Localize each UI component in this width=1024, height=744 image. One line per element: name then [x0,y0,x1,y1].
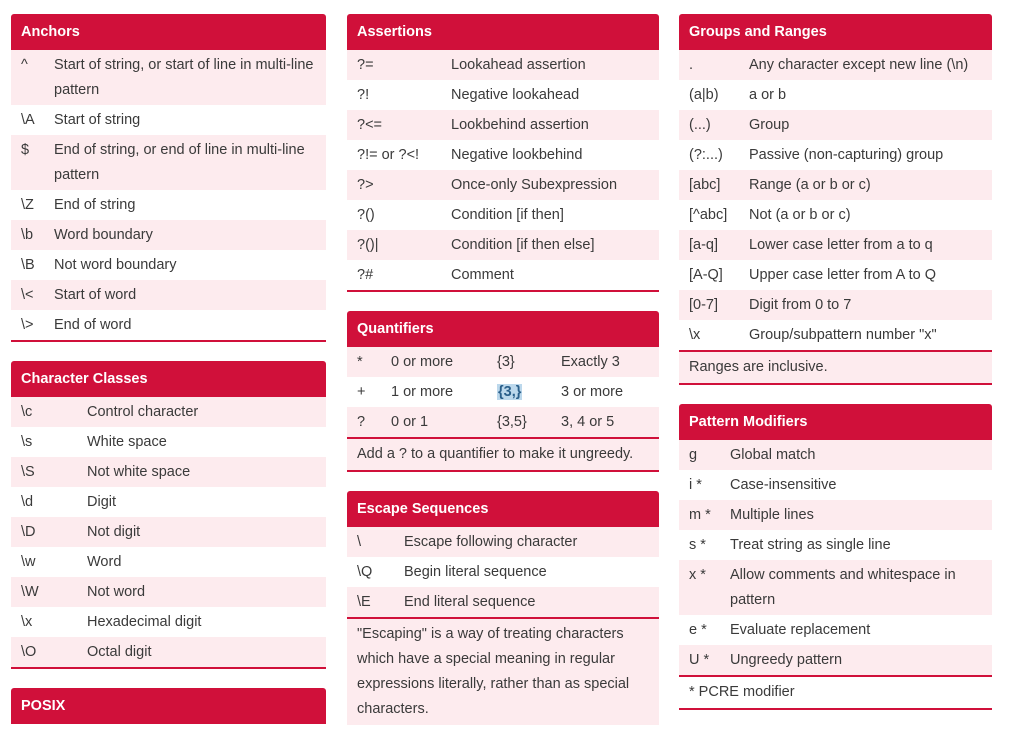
syntax-description: Control character [87,404,199,420]
anchor-row [11,310,326,340]
syntax-key: [0-7] [689,297,719,313]
syntax-key: \ [357,534,362,550]
syntax-key: \> [21,317,34,333]
character-class-row [11,487,326,517]
syntax-key: \b [21,227,34,243]
anchor-row [11,105,326,135]
posix-panel [11,688,326,724]
syntax-description: Lower case letter from a to q [749,237,933,253]
character-class-row [11,637,326,667]
assertion-row [347,200,659,230]
group-row [679,200,992,230]
syntax-key: \O [21,644,37,660]
syntax-key: m * [689,507,711,523]
column-2 [347,14,659,744]
syntax-key: \B [21,257,35,273]
group-row [679,320,992,350]
anchor-row [11,280,326,310]
syntax-key: ?! [357,87,370,103]
syntax-key: x * [689,567,706,583]
syntax-key: e * [689,622,707,638]
syntax-description: Not white space [87,464,191,480]
quantifier-meaning: 0 or more [391,354,454,370]
anchor-row [11,220,326,250]
anchor-row [11,190,326,220]
syntax-description: Not (a or b or c) [749,207,851,223]
syntax-key: U * [689,652,710,668]
assertion-row [347,80,659,110]
syntax-key: $ [21,142,30,158]
syntax-key: (?:...) [689,147,723,163]
syntax-description: a or b [749,87,787,103]
quantifier-range-meaning: 3, 4 or 5 [561,414,615,430]
syntax-key: (a|b) [689,87,719,103]
anchors-title: Anchors [11,14,326,50]
syntax-key: (...) [689,117,711,133]
anchors-panel [11,14,326,342]
groups-and-ranges-note: Ranges are inclusive. [679,350,992,383]
assertion-row [347,260,659,290]
escape-sequences-panel [347,491,659,725]
syntax-description: Word boundary [54,227,153,243]
character-class-row [11,577,326,607]
assertion-row [347,170,659,200]
column-3 [679,14,992,729]
syntax-description: Group [749,117,790,133]
syntax-key: \A [21,112,35,128]
syntax-key: ?> [357,177,374,193]
escape-sequences-title: Escape Sequences [347,491,659,527]
escape-row [347,557,659,587]
quantifier-row [347,407,659,437]
syntax-key: ?() [357,207,375,223]
syntax-key: [A-Q] [689,267,723,283]
syntax-key: i * [689,477,702,493]
syntax-description: Allow comments and whitespace in pattern [730,567,956,608]
syntax-description: Begin literal sequence [404,564,547,580]
quantifiers-title: Quantifiers [347,311,659,347]
groups-and-ranges-title: Groups and Ranges [679,14,992,50]
group-row [679,260,992,290]
syntax-description: Not word [87,584,146,600]
groups-and-ranges-panel [679,14,992,385]
syntax-key: g [689,447,698,463]
syntax-description: Word [87,554,122,570]
syntax-key: ?!= or ?<! [357,147,420,163]
syntax-description: Lookahead assertion [451,57,586,73]
character-class-row [11,427,326,457]
syntax-description: Comment [451,267,514,283]
syntax-description: Group/subpattern number "x" [749,327,937,343]
anchor-row [11,50,326,105]
syntax-description: Condition [if then] [451,207,564,223]
group-row [679,50,992,80]
syntax-key: ?<= [357,117,382,133]
pattern-modifiers-title: Pattern Modifiers [679,404,992,440]
syntax-key: [a-q] [689,237,719,253]
character-class-row [11,517,326,547]
quantifier-meaning: 0 or 1 [391,414,429,430]
syntax-description: Octal digit [87,644,152,660]
quantifier-range: {3,5} [497,414,527,430]
syntax-description: Global match [730,447,816,463]
quantifiers-panel [347,311,659,472]
syntax-key: ?# [357,267,374,283]
syntax-key: \w [21,554,36,570]
syntax-description: Treat string as single line [730,537,891,553]
anchor-row [11,135,326,190]
group-row [679,110,992,140]
assertions-title: Assertions [347,14,659,50]
quantifier-range-meaning: 3 or more [561,384,624,400]
assertions-panel [347,14,659,292]
syntax-key: \W [21,584,39,600]
syntax-key: \x [21,614,33,630]
pattern-modifiers-panel [679,404,992,710]
syntax-key: \d [21,494,34,510]
syntax-key: [abc] [689,177,721,193]
character-classes-title: Character Classes [11,361,326,397]
syntax-description: Start of string, or start of line in multi-line pattern [54,57,314,98]
quantifiers-note: Add a ? to a quantifier to make it ungreedy. [347,437,659,470]
syntax-description: Start of string [54,112,141,128]
syntax-description: Hexadecimal digit [87,614,202,630]
syntax-description: Digit [87,494,117,510]
pattern-modifiers-note: * PCRE modifier [679,675,992,708]
syntax-description: End of word [54,317,132,333]
syntax-description: Passive (non-capturing) group [749,147,944,163]
syntax-description: Escape following character [404,534,578,550]
syntax-description: Condition [if then else] [451,237,595,253]
syntax-key: s * [689,537,706,553]
quantifier-range: {3} [497,354,515,370]
group-row [679,230,992,260]
syntax-description: Ungreedy pattern [730,652,843,668]
syntax-key: \Z [21,197,34,213]
syntax-description: Evaluate replacement [730,622,871,638]
syntax-description: End of string [54,197,136,213]
syntax-description: Lookbehind assertion [451,117,589,133]
quantifier-range [497,380,561,405]
syntax-key: \c [21,404,33,420]
selection-highlight: {3,} [498,384,522,400]
syntax-description: End of string, or end of line in multi-line pattern [54,142,305,183]
group-row [679,290,992,320]
assertion-row [347,230,659,260]
modifier-row [679,530,992,560]
escape-row [347,587,659,617]
modifier-row [679,560,992,615]
syntax-description: End literal sequence [404,594,536,610]
syntax-key: \Q [357,564,373,580]
quantifier-symbol: * [357,354,363,370]
anchor-row [11,250,326,280]
group-row [679,80,992,110]
posix-title: POSIX [11,688,326,724]
quantifier-meaning: 1 or more [391,384,454,400]
syntax-key: ?()| [357,237,379,253]
syntax-description: Digit from 0 to 7 [749,297,852,313]
syntax-description: Once-only Subexpression [451,177,618,193]
quantifier-row [347,377,659,407]
syntax-description: Negative lookahead [451,87,580,103]
syntax-description: Any character except new line (\n) [749,57,969,73]
quantifier-symbol: + [357,384,366,400]
syntax-description: Negative lookbehind [451,147,583,163]
syntax-key: \s [21,434,33,450]
column-1 [11,14,326,743]
group-row [679,170,992,200]
syntax-description: Range (a or b or c) [749,177,871,193]
syntax-description: Not digit [87,524,141,540]
syntax-key: \S [21,464,35,480]
syntax-key: \x [689,327,701,343]
modifier-row [679,645,992,675]
modifier-row [679,500,992,530]
modifier-row [679,470,992,500]
syntax-key: \< [21,287,34,303]
character-class-row [11,457,326,487]
syntax-description: Multiple lines [730,507,814,523]
character-class-row [11,397,326,427]
character-class-row [11,607,326,637]
syntax-key: . [689,57,694,73]
assertion-row [347,50,659,80]
syntax-description: Not word boundary [54,257,177,273]
quantifier-range-meaning: Exactly 3 [561,354,620,370]
escape-row [347,527,659,557]
syntax-key: \D [21,524,36,540]
character-class-row [11,547,326,577]
syntax-description: Start of word [54,287,137,303]
assertion-row [347,110,659,140]
syntax-key: \E [357,594,371,610]
quantifier-symbol: ? [357,414,366,430]
assertion-row [347,140,659,170]
syntax-description: White space [87,434,167,450]
group-row [679,140,992,170]
syntax-key: ^ [21,57,28,73]
syntax-key: [^abc] [689,207,728,223]
character-classes-panel [11,361,326,669]
syntax-key: ?= [357,57,374,73]
modifier-row [679,440,992,470]
escape-sequences-note: "Escaping" is a way of treating characters which have a special meaning in regular expressions literally, rather than as special characters. [347,617,659,725]
modifier-row [679,615,992,645]
syntax-description: Upper case letter from A to Q [749,267,936,283]
syntax-description: Case-insensitive [730,477,837,493]
quantifier-row [347,347,659,377]
